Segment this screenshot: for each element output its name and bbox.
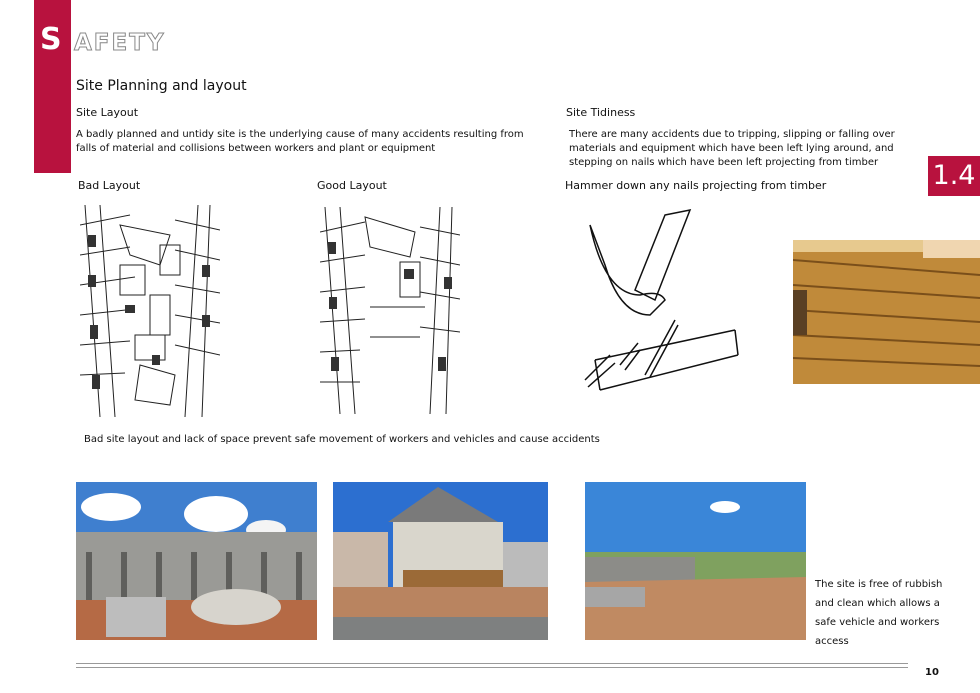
site-layout-body: A badly planned and untidy site is the underlying cause of many accidents resulting from falls of material and collisions between workers and plant or equipment — [76, 129, 524, 154]
hammer-caption: Hammer down any nails projecting from timber — [565, 179, 827, 192]
section-heading: Site Planning and layout — [76, 78, 247, 94]
clean-site-caption — [815, 575, 975, 651]
site-tidiness-body: There are many accidents due to tripping, slipping or falling over materials and equipment which have been left lying around, and stepping on nails which have been left projecting from timber — [569, 129, 895, 168]
page-title: AFETY — [74, 30, 166, 56]
bad-layout-label: Bad Layout — [78, 179, 141, 192]
site-tidiness-label: Site Tidiness — [566, 106, 636, 119]
site-layout-label: Site Layout — [76, 106, 139, 119]
construction-site-photo-2 — [333, 482, 548, 640]
page-number: 10 — [925, 667, 939, 678]
hammer-nail-illustration — [580, 205, 740, 410]
footer-rule-top — [76, 663, 908, 664]
good-layout-label: Good Layout — [317, 179, 387, 192]
timber-planks-photo — [793, 240, 980, 384]
section-number-badge: 1.4 — [928, 156, 980, 196]
title-first-letter: S — [40, 22, 62, 57]
good-layout-sketch — [320, 207, 460, 414]
layout-caption: Bad site layout and lack of space prevent safe movement of workers and vehicles and cause accidents — [84, 434, 600, 445]
construction-site-photo-1 — [76, 482, 317, 640]
footer-rule-bottom — [76, 667, 908, 668]
bad-layout-sketch — [80, 205, 220, 417]
caption-line: and clean which allows a — [815, 598, 940, 609]
clean-site-photo — [585, 482, 806, 640]
caption-line: safe vehicle and workers access — [815, 617, 940, 647]
caption-line: The site is free of rubbish — [815, 579, 943, 590]
